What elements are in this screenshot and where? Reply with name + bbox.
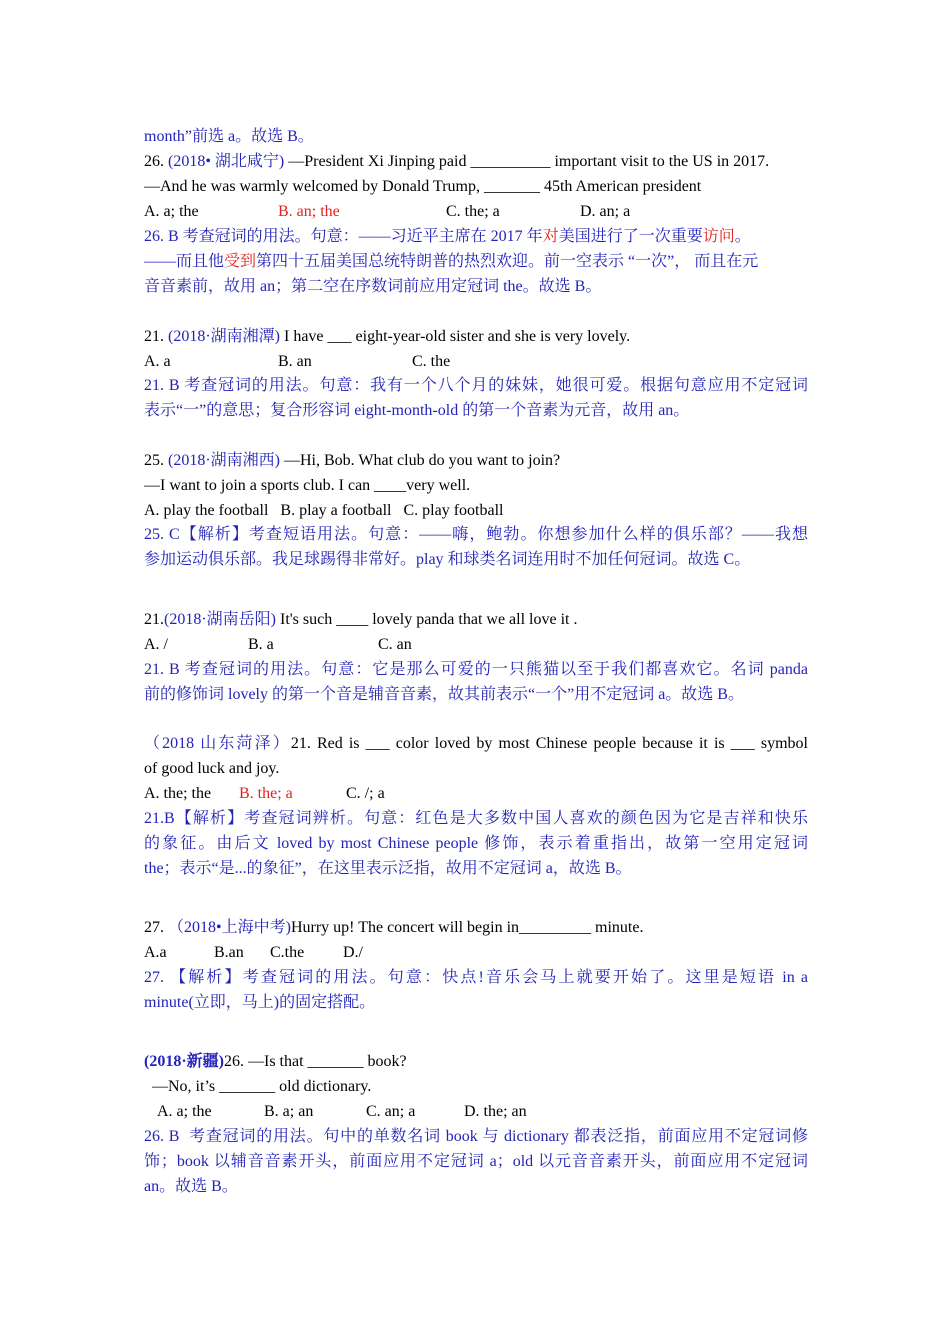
question-stem-text: —Hi, Bob. What club do you want to join? — [280, 452, 561, 469]
answer-text: ——而且他 — [144, 253, 225, 270]
option-d: D./ — [343, 944, 363, 961]
question-source: （2018 山东菏泽） — [144, 735, 291, 752]
question-number: 21. — [144, 328, 168, 345]
answer-text: 26. B 考查冠词的用法。句意：——习近平主席在 2017 年 — [144, 228, 543, 245]
question-stem-text: It's such ____ lovely panda that we all love it . — [276, 611, 578, 628]
option-c: C.the — [270, 944, 305, 961]
question-stem-text: —President Xi Jinping paid __________ important visit to the US in 2017. — [284, 153, 770, 170]
question-source: (2018• 湖北咸宁) — [168, 153, 285, 170]
question-21-xiangtan-options — [144, 349, 808, 374]
question-26-hubei-options — [144, 199, 808, 224]
option-b: B.an — [214, 944, 244, 961]
question-number: 27. — [144, 919, 168, 936]
answer-26-hubei-line-2 — [144, 249, 808, 274]
option-b-correct: B. the; a — [239, 785, 293, 802]
question-26-xinjiang-options — [144, 1099, 808, 1124]
answer-27-shanghai-line-1: 27. 【解析】考查冠词的用法。句意：快点!音乐会马上就要开始了。这里是短语 in a — [144, 969, 808, 986]
question-source: (2018·湖南岳阳) — [164, 611, 276, 628]
answer-21-yueyang-line-1: 21. B 考查冠词的用法。句意：它是那么可爱的一只熊猫以至于我们都喜欢它。名词 panda — [144, 661, 808, 678]
question-number: 25. — [144, 452, 168, 469]
question-stem-text: 26. —Is that _______ book? — [224, 1053, 407, 1070]
question-number: 26. — [144, 153, 168, 170]
option-b: B. a — [248, 636, 274, 653]
answer-21-xiangtan-line-1: 21. B 考查冠词的用法。句意：我有一个八个月的妹妹，她很可爱。根据句意应用不定冠词 — [144, 377, 808, 394]
question-27-shanghai-stem — [144, 915, 808, 940]
option-d: D. the; an — [464, 1103, 527, 1120]
answer-25-xiangxi-line-2: 参加运动俱乐部。我足球踢得非常好。play 和球类名词连用时不加任何冠词。故选 C。 — [144, 551, 751, 568]
question-26-hubei-stem-2: —And he was warmly welcomed by Donald Trump, _______ 45th American president — [144, 178, 702, 195]
option-c: C. an — [378, 636, 412, 653]
question-25-xiangxi-stem-2: —I want to join a sports club. I can ____very well. — [144, 477, 471, 494]
question-26-hubei-stem — [144, 149, 808, 174]
question-25-xiangxi-stem — [144, 448, 808, 473]
option-b-correct: B. an; the — [278, 203, 340, 220]
option-b: B. a; an — [264, 1103, 314, 1120]
option-b: B. an — [278, 353, 312, 370]
question-number: 21. — [144, 611, 164, 628]
option-a: A. a; the — [144, 203, 199, 220]
answer-highlight: 访问 — [702, 228, 735, 245]
answer-text: 美国进行了一次重要 — [558, 228, 703, 245]
answer-26-xinjiang-line-1: 26. B 考查冠词的用法。句中的单数名词 book 与 dictionary 都表泛指，前面应用不定冠词修 — [144, 1128, 808, 1145]
option-c: C. /; a — [346, 785, 385, 802]
answer-26-hubei-line-1 — [144, 224, 808, 249]
option-a: A. a — [144, 353, 171, 370]
question-21-xiangtan-stem — [144, 324, 808, 349]
answer-highlight: 受到 — [224, 253, 257, 270]
question-stem-text: 21. Red is ___ color loved by most Chinese people because it is ___ symbol — [290, 735, 808, 752]
question-25-xiangxi-options: A. play the football B. play a football C. play football — [144, 502, 504, 519]
option-c: C. the — [412, 353, 451, 370]
answer-26-xinjiang-line-3: an。故选 B。 — [144, 1178, 238, 1195]
answer-21-heze-line-1: 21.B【解析】考查冠词辨析。句意：红色是大多数中国人喜欢的颜色因为它是吉祥和快乐 — [144, 810, 808, 827]
answer-21-heze-line-3: the；表示“是...的象征”，在这里表示泛指，故用不定冠词 a，故选 B。 — [144, 860, 632, 877]
option-a: A. the; the — [144, 785, 212, 802]
question-27-shanghai-options — [144, 940, 808, 965]
question-21-yueyang-stem — [144, 607, 808, 632]
answer-text: 第四十五届美国总统特朗普的热烈欢迎。前一空表示 “一次”， 而且在元 — [256, 253, 759, 270]
answer-21-xiangtan-line-2: 表示“一”的意思；复合形容词 eight-month-old 的第一个音素为元音，故用 an。 — [144, 402, 690, 419]
answer-highlight: 对 — [542, 228, 559, 245]
option-a: A. a; the — [157, 1103, 212, 1120]
answer-26-hubei-line-3: 音音素前，故用 an；第二空在序数词前应用定冠词 the。故选 B。 — [144, 278, 602, 295]
option-d: D. an; a — [580, 203, 631, 220]
answer-21-heze-line-2: 的象征。由后文 loved by most Chinese people 修饰，表示着重指出，故第一空用定冠词 — [144, 835, 808, 852]
answer-21-yueyang-line-2: 前的修饰词 lovely 的第一个音是辅音音素，故其前表示“一个”用不定冠词 a。故选 B。 — [144, 686, 744, 703]
question-21-heze-options — [144, 781, 808, 806]
option-c: C. the; a — [446, 203, 500, 220]
question-26-xinjiang-stem-2: —No, it’s _______ old dictionary. — [144, 1078, 372, 1095]
prev-answer-tail: month”前选 a。故选 B。 — [144, 128, 314, 145]
question-21-heze-stem — [144, 731, 808, 756]
question-stem-text: Hurry up! The concert will begin in_________ minute. — [290, 919, 644, 936]
question-26-xinjiang-stem — [144, 1049, 808, 1074]
answer-26-xinjiang-line-2: 饰；book 以辅音音素开头，前面应用不定冠词 a；old 以元音音素开头，前面应用不定冠词 — [144, 1153, 808, 1170]
question-21-heze-stem-2: of good luck and joy. — [144, 760, 280, 777]
question-21-yueyang-options — [144, 632, 808, 657]
answer-text: 。 — [734, 228, 751, 245]
option-c: C. an; a — [366, 1103, 416, 1120]
question-source: (2018·湖南湘潭) — [168, 328, 280, 345]
answer-25-xiangxi-line-1: 25. C【解析】考查短语用法。句意：——嗨，鲍勃。你想参加什么样的俱乐部？——我想 — [144, 526, 808, 543]
answer-27-shanghai-line-2: minute(立即，马上)的固定搭配。 — [144, 994, 376, 1011]
question-source: （2018•上海中考) — [168, 919, 291, 936]
question-source: (2018·新疆) — [144, 1053, 224, 1070]
option-a: A. / — [144, 636, 168, 653]
question-stem-text: I have ___ eight-year-old sister and she is very lovely. — [280, 328, 631, 345]
option-a: A.a — [144, 944, 167, 961]
question-source: (2018·湖南湘西) — [168, 452, 280, 469]
